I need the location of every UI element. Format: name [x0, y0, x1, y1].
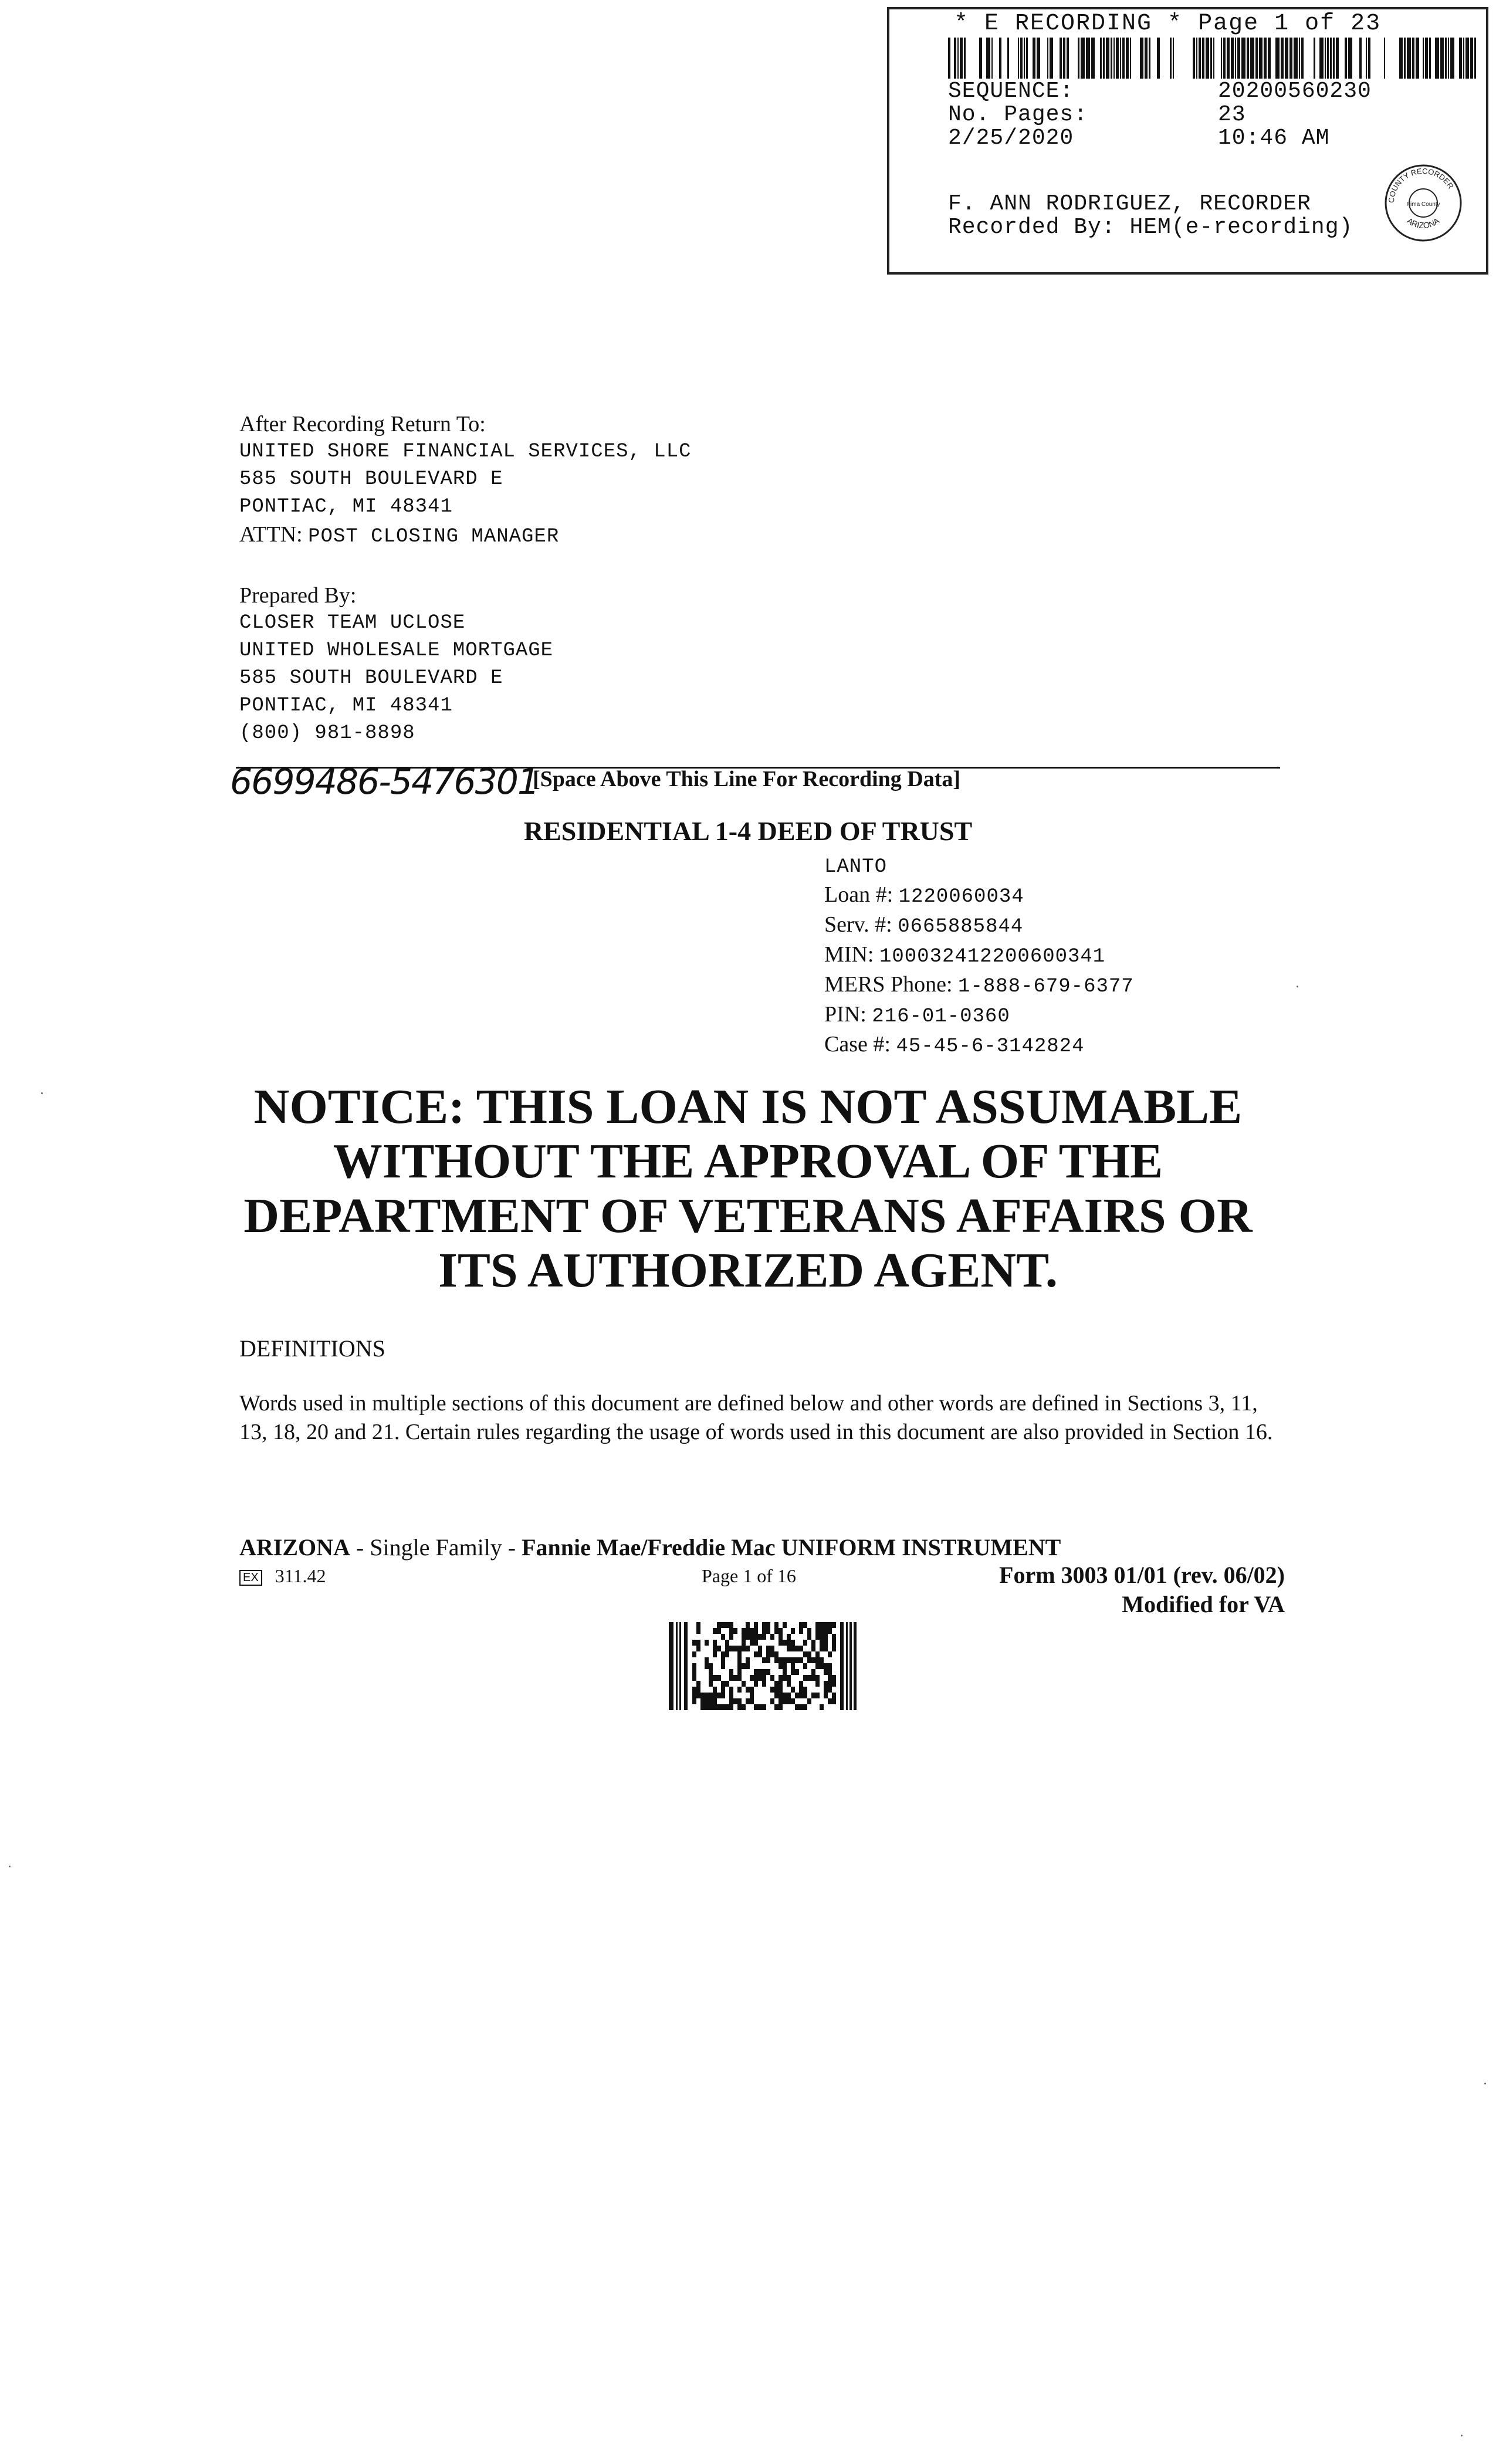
scan-speck [1461, 2435, 1463, 2436]
prepared-by-line: UNITED WHOLESALE MORTGAGE [239, 639, 554, 662]
definitions-heading: DEFINITIONS [239, 1335, 385, 1362]
handwritten-number: 6699486-5476301 [230, 761, 539, 803]
prepared-by-line: 585 SOUTH BOULEVARD E [239, 667, 503, 689]
return-to-label: After Recording Return To: [239, 412, 486, 436]
scan-speck [41, 1092, 43, 1094]
footer-state: ARIZONA [239, 1534, 350, 1561]
recording-date: 2/25/2020 [948, 126, 1074, 151]
loan-number: 1220060034 [898, 886, 1024, 908]
notice-line: DEPARTMENT OF VETERANS AFFAIRS OR [243, 1189, 1253, 1243]
modified-for-va: Modified for VA [1122, 1591, 1285, 1617]
document-title: RESIDENTIAL 1-4 DEED OF TRUST [523, 816, 973, 846]
min-number: 100032412200600341 [879, 946, 1106, 968]
return-to-block [239, 411, 692, 551]
sequence-label: SEQUENCE: [948, 79, 1074, 104]
recording-stamp [887, 7, 1488, 275]
attn-value: POST CLOSING MANAGER [308, 526, 560, 548]
form-code: 311.42 [275, 1565, 326, 1586]
serv-number: 0665885844 [898, 916, 1024, 938]
recorder-name: F. ANN RODRIGUEZ, RECORDER [948, 191, 1311, 216]
footer-instrument: Fannie Mae/Freddie Mac UNIFORM INSTRUMENT [522, 1534, 1061, 1561]
assumability-notice [205, 1079, 1291, 1298]
footer-form-code-line [239, 1565, 326, 1587]
min-label: MIN: [824, 942, 874, 967]
prepared-by-line: PONTIAC, MI 48341 [239, 695, 453, 717]
case-number-label: Case #: [824, 1032, 891, 1057]
prepared-by-label: Prepared By: [239, 583, 357, 608]
attn-label: ATTN: [239, 522, 303, 547]
svg-text:ARIZONA [1405, 215, 1441, 230]
seal-bottom-text: ARIZONA [1405, 215, 1441, 231]
prepared-by-line: CLOSER TEAM UCLOSE [239, 612, 466, 634]
pin-number: 216-01-0360 [872, 1006, 1010, 1028]
stamp-barcode [948, 38, 1476, 79]
loan-number-label: Loan #: [824, 882, 893, 907]
borrower-name: LANTO [824, 856, 888, 878]
notice-line: WITHOUT THE APPROVAL OF THE [333, 1134, 1163, 1189]
county-seal [1382, 162, 1464, 244]
return-to-line: PONTIAC, MI 48341 [239, 496, 453, 518]
scan-speck [1297, 986, 1298, 987]
return-to-line: UNITED SHORE FINANCIAL SERVICES, LLC [239, 441, 692, 463]
stamp-header: * E RECORDING * Page 1 of 23 [954, 11, 1382, 37]
pdf417-barcode [669, 1622, 857, 1710]
mers-phone-label: MERS Phone: [824, 972, 953, 997]
serv-number-label: Serv. #: [824, 912, 892, 937]
notice-line: ITS AUTHORIZED AGENT. [438, 1243, 1058, 1298]
recording-time: 10:46 AM [1218, 126, 1330, 151]
scan-speck [1484, 2083, 1486, 2084]
pin-label: PIN: [824, 1002, 867, 1027]
prepared-by-line: (800) 981-8898 [239, 722, 415, 744]
form-box-icon: EX [239, 1570, 262, 1586]
attn-line [239, 521, 692, 551]
sequence-value: 20200560230 [1218, 79, 1372, 104]
scan-speck [9, 1866, 11, 1867]
mers-phone: 1-888-679-6377 [958, 976, 1134, 998]
seal-top-text: COUNTY RECORDER [1386, 166, 1456, 204]
form-number-block [874, 1561, 1285, 1619]
page-indicator: Page 1 of 16 [702, 1565, 796, 1586]
footer-separator: - Single Family - [350, 1534, 522, 1561]
footer-instrument-line [239, 1534, 1061, 1561]
notice-line: NOTICE: THIS LOAN IS NOT ASSUMABLE [253, 1079, 1243, 1134]
case-number: 45-45-6-3142824 [896, 1035, 1085, 1058]
recorded-by: Recorded By: HEM(e-recording) [948, 215, 1353, 240]
form-number: Form 3003 01/01 (rev. 06/02) [999, 1562, 1285, 1588]
space-above-label: [Space Above This Line For Recording Data] [533, 767, 961, 791]
seal-center-text: Pima County [1406, 201, 1440, 208]
return-to-line: 585 SOUTH BOULEVARD E [239, 468, 503, 490]
definitions-paragraph: Words used in multiple sections of this document are defined below and other words are defined in Sections 3, 11, 13, 18, 20 and 21. Certain rules regarding the usage of words used in this document are also provided in Section 16. [239, 1391, 1273, 1444]
pages-value: 23 [1218, 102, 1246, 127]
prepared-by-block [239, 582, 553, 747]
loan-info-block [824, 854, 1134, 1061]
pages-label: No. Pages: [948, 102, 1088, 127]
